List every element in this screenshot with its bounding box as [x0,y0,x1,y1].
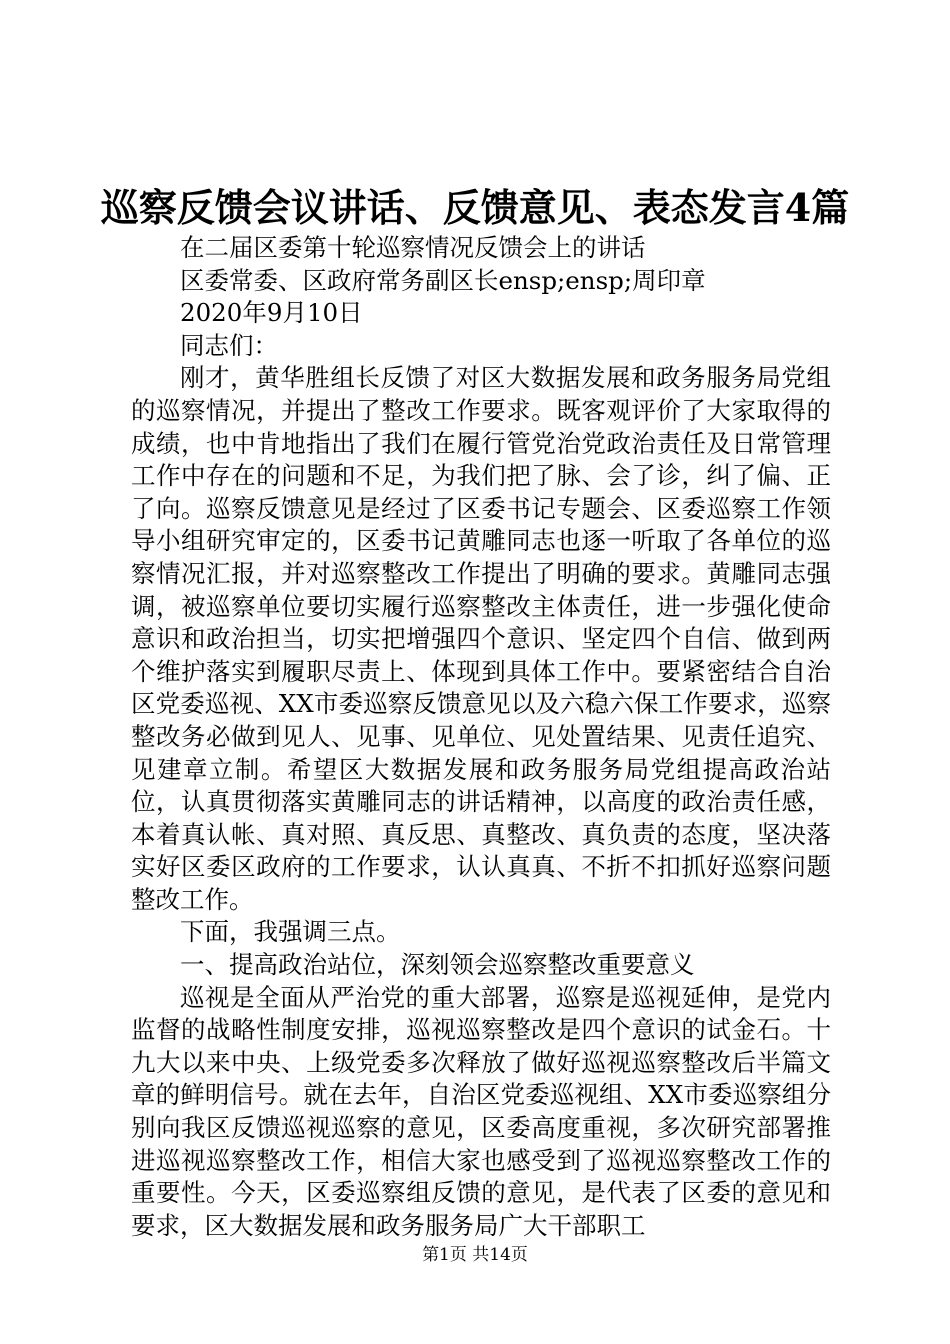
date-line: 2020年9月10日 [180,298,363,328]
paragraph: 刚才，黄华胜组长反馈了对区大数据发展和政务服务局党组的巡察情况，并提出了整改工作要求。既客观评价了大家取得的成绩，也中肯地指出了我们在履行管党治党政治责任及日常管理工作中存在的问题和不足，为我们把了脉、会了诊，纠了偏、正了向。巡察反馈意见是经过了区委书记专题会、区委巡察工作领导小组研究审定的，区委书记黄雕同志也逐一听取了各单位的巡察情况汇报，并对巡察整改工作提出了明确的要求。黄雕同志强调，被巡察单位要切实履行巡察整改主体责任，进一步强化使命意识和政治担当，切实把增强四个意识、坚定四个自信、做到两个维护落实到履职尽责上、体现到具体工作中。要紧密结合自治区党委巡视、XX市委巡察反馈意见以及六稳六保工作要求，巡察整改务必做到见人、见事、见单位、见处置结果、见责任追究、见建章立制。希望区大数据发展和政务服务局党组提高政治站位，认真贯彻落实黄雕同志的讲话精神，以高度的政治责任感，本着真认帐、真对照、真反思、真整改、真负责的态度，坚决落实好区委区政府的工作要求，认认真真、不折不扣抓好巡察问题整改工作。 [131,363,831,914]
paragraph: 下面，我强调三点。 [180,917,401,947]
section-heading: 一、提高政治站位，深刻领会巡察整改重要意义 [180,950,695,980]
speech-heading: 在二届区委第十轮巡察情况反馈会上的讲话 [180,233,646,262]
speaker-line: 区委常委、区政府常务副区长ensp;ensp;周印章 [180,265,706,295]
document-title: 巡察反馈会议讲话、反馈意见、表态发言4篇 [100,185,850,230]
salutation: 同志们： [180,330,278,360]
paragraph: 巡视是全面从严治党的重大部署，巡察是巡视延伸，是党内监督的战略性制度安排，巡视巡察整改是四个意识的试金石。十九大以来中央、上级党委多次释放了做好巡视巡察整改后半篇文章的鲜明信号。就在去年，自治区党委巡视组、XX市委巡察组分别向我区反馈巡视巡察的意见，区委高度重视，多次研究部署推进巡视巡察整改工作，相信大家也感受到了巡视巡察整改工作的重要性。今天，区委巡察组反馈的意见，是代表了区委的意见和要求，区大数据发展和政务服务局广大干部职工 [131,982,831,1240]
document-body [131,232,831,1242]
page-footer: 第1页 共14页 [422,1245,528,1265]
